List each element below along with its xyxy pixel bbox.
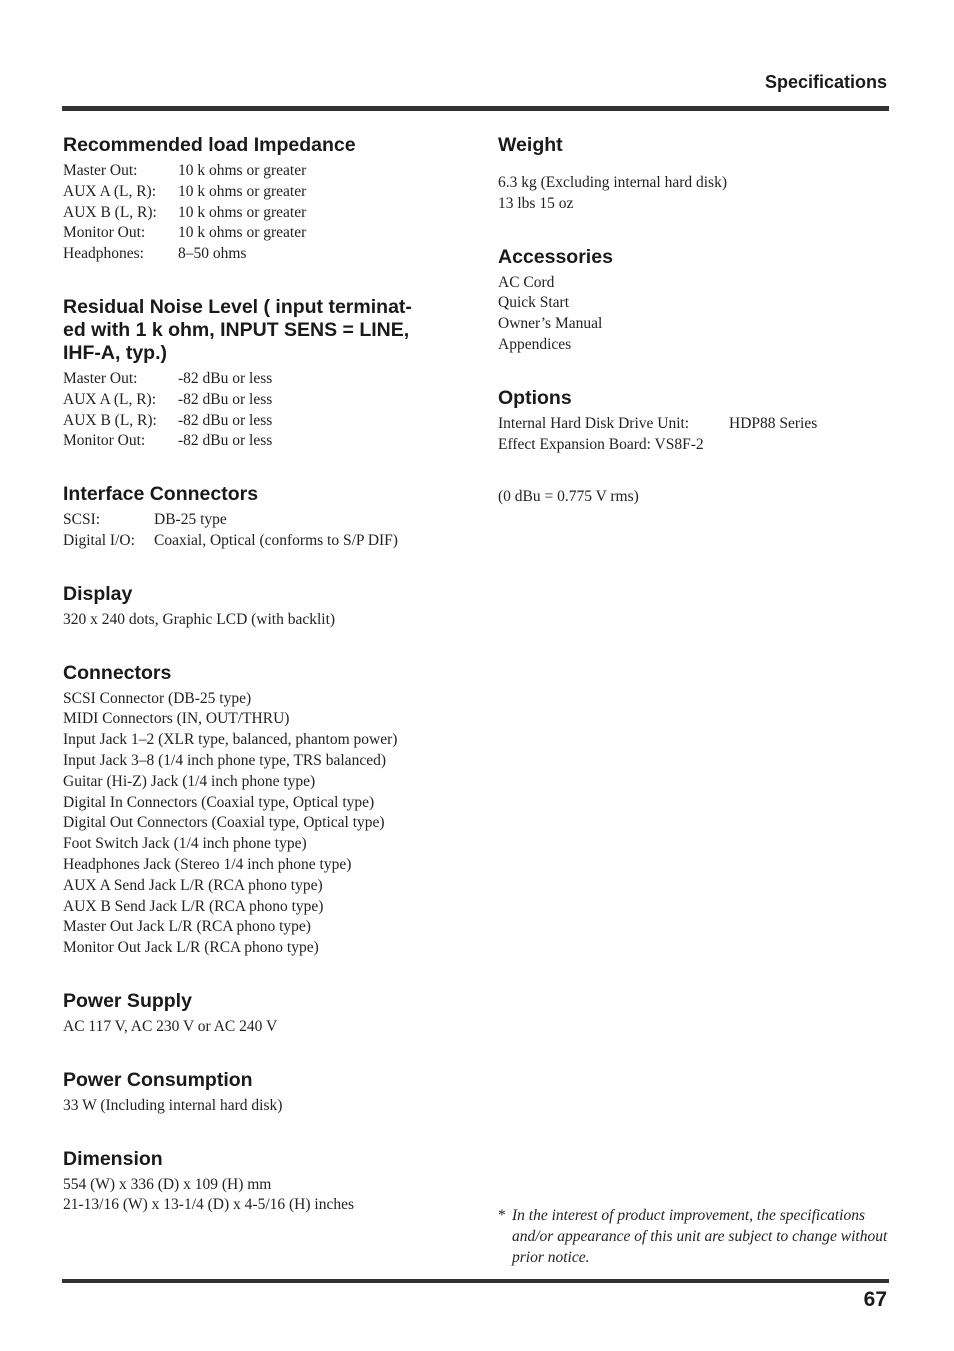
spec-row: Monitor Out: -82 dBu or less xyxy=(63,432,273,450)
section-dimension xyxy=(63,1148,463,1217)
spec-row: Monitor Out: 10 k ohms or greater xyxy=(63,224,307,242)
section-interface-connectors xyxy=(63,483,463,552)
list-item: Digital In Connectors (Coaxial type, Optical type) xyxy=(63,793,375,811)
list-item: MIDI Connectors (IN, OUT/THRU) xyxy=(63,710,290,728)
section-accessories xyxy=(498,246,898,356)
list-item: Master Out Jack L/R (RCA phono type) xyxy=(63,918,311,936)
list-item: 554 (W) x 336 (D) x 109 (H) mm xyxy=(63,1175,272,1193)
section-options xyxy=(498,387,898,456)
section-heading: Weight xyxy=(498,134,563,156)
section-heading: Connectors xyxy=(63,661,172,684)
section-weight xyxy=(498,134,898,215)
spec-row: AUX B (L, R): -82 dBu or less xyxy=(63,411,273,429)
list-item: Headphones Jack (Stereo 1/4 inch phone type) xyxy=(63,855,352,873)
list-item: 6.3 kg (Excluding internal hard disk) xyxy=(498,174,728,191)
list-item: Digital Out Connectors (Coaxial type, Optical type) xyxy=(63,814,385,832)
list-item: Foot Switch Jack (1/4 inch phone type) xyxy=(63,835,307,853)
page-header-title: Specifications xyxy=(764,72,887,92)
list-item: AUX B Send Jack L/R (RCA phono type) xyxy=(63,897,324,915)
section-power-supply xyxy=(63,990,463,1038)
section-display xyxy=(63,583,463,631)
list-item: Owner’s Manual xyxy=(498,315,603,333)
section-power-consumption xyxy=(63,1069,463,1117)
section-heading: Options xyxy=(498,386,572,409)
spec-row: Headphones: 8–50 ohms xyxy=(63,245,247,263)
list-item: AC Cord xyxy=(498,273,555,291)
section-heading: Display xyxy=(63,582,133,605)
spec-row: Digital I/O: Coaxial, Optical (conforms to S/P DIF) xyxy=(63,531,398,549)
section-heading: Residual Noise Level ( input terminat- ed with 1 k ohm, INPUT SENS = LINE, IHF-A, typ.) xyxy=(63,295,412,364)
section-heading: Accessories xyxy=(498,245,613,268)
dbu-reference-note: (0 dBu = 0.775 V rms) xyxy=(498,488,639,506)
header-rule xyxy=(62,106,889,111)
spec-row: AUX A (L, R): -82 dBu or less xyxy=(63,390,273,408)
spec-row: Master Out: 10 k ohms or greater xyxy=(63,162,307,179)
spec-text: 320 x 240 dots, Graphic LCD (with backlit) xyxy=(63,610,336,628)
spec-row: Master Out: -82 dBu or less xyxy=(63,369,273,387)
footnote xyxy=(498,1205,893,1268)
spec-text: Effect Expansion Board: VS8F-2 xyxy=(498,435,704,453)
spec-text: 33 W (Including internal hard disk) xyxy=(63,1096,283,1114)
page-number: 67 xyxy=(863,1288,887,1311)
list-item: AUX A Send Jack L/R (RCA phono type) xyxy=(63,876,323,894)
list-item: Monitor Out Jack L/R (RCA phono type) xyxy=(63,939,319,957)
spec-row: AUX A (L, R): 10 k ohms or greater xyxy=(63,182,307,200)
footer-rule xyxy=(62,1279,889,1283)
section-residual-noise xyxy=(63,296,463,452)
spec-row: SCSI: DB-25 type xyxy=(63,511,227,529)
spec-row: Internal Hard Disk Drive Unit: HDP88 Series xyxy=(498,414,818,432)
list-item: Input Jack 1–2 (XLR type, balanced, phantom power) xyxy=(63,731,398,749)
footnote-marker: * xyxy=(498,1207,506,1224)
left-column xyxy=(63,134,463,1216)
section-heading: Interface Connectors xyxy=(63,483,259,506)
list-item: Quick Start xyxy=(498,294,570,312)
right-column xyxy=(498,134,898,508)
list-item: 21-13/16 (W) x 13-1/4 (D) x 4-5/16 (H) inches xyxy=(63,1196,354,1214)
footnote-text: In the interest of product improvement, the specifications and/or appearance of this unit are subject to change without prior notice. xyxy=(512,1207,888,1266)
section-heading: Recommended load Impedance xyxy=(63,134,356,156)
section-load-impedance xyxy=(63,134,463,265)
section-heading: Power Consumption xyxy=(63,1068,253,1091)
list-item: Guitar (Hi-Z) Jack (1/4 inch phone type) xyxy=(63,772,316,790)
list-item: Appendices xyxy=(498,335,572,353)
spec-text: AC 117 V, AC 230 V or AC 240 V xyxy=(63,1017,278,1035)
section-heading: Power Supply xyxy=(63,989,192,1012)
spec-row: AUX B (L, R): 10 k ohms or greater xyxy=(63,203,307,221)
list-item: SCSI Connector (DB-25 type) xyxy=(63,689,252,707)
list-item: 13 lbs 15 oz xyxy=(498,194,574,212)
list-item: Input Jack 3–8 (1/4 inch phone type, TRS balanced) xyxy=(63,751,386,769)
section-heading: Dimension xyxy=(63,1147,163,1170)
section-connectors xyxy=(63,662,463,959)
